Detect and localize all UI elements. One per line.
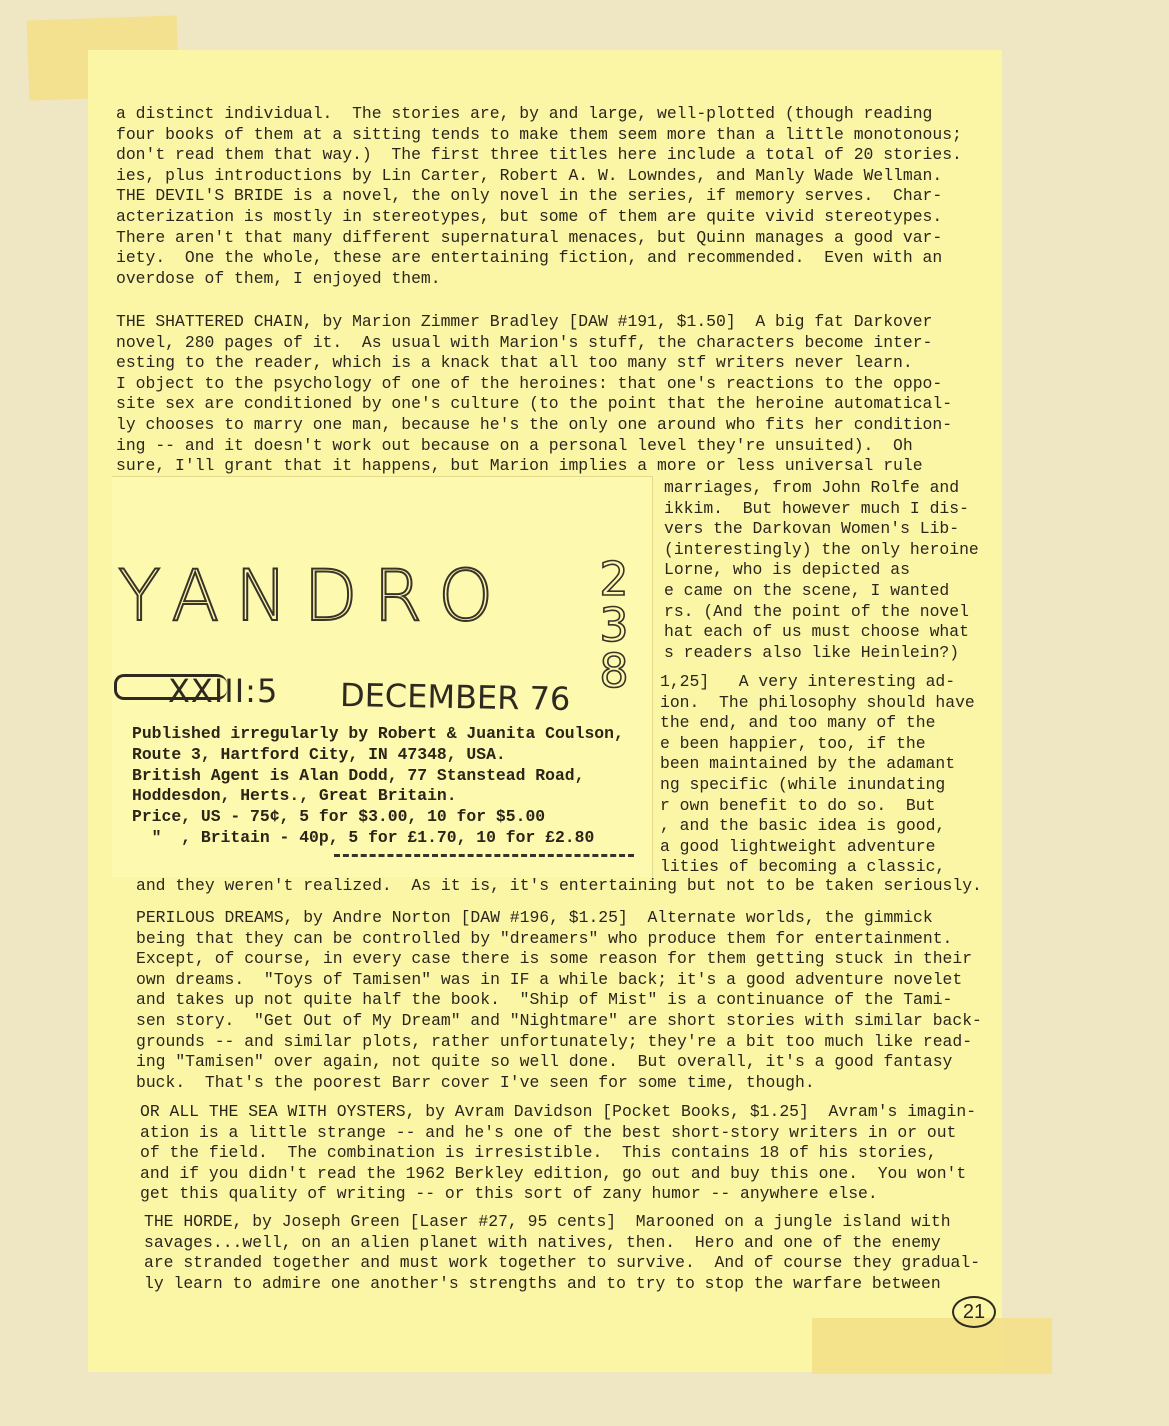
text-line: ing -- and it doesn't work out because on a personal level they're unsuited). Oh (116, 435, 913, 455)
volume-issue: XXIII:5 (168, 672, 279, 710)
issue-date: DECEMBER 76 (339, 675, 571, 719)
text-line: ng specific (while inundating (660, 774, 946, 794)
text-line: There aren't that many different supernatural menaces, but Quinn manages a good var- (116, 227, 943, 247)
issue-number-digits (590, 552, 638, 698)
text-line: esting to the reader, which is a knack that all too many stf writers never learn. (116, 353, 913, 373)
issue-digit: 2 (599, 552, 629, 606)
text-line: acterization is mostly in stereotypes, but some of them are quite vivid stereotypes. (116, 206, 943, 226)
text-line: Route 3, Hartford City, IN 47348, USA. (132, 744, 506, 764)
tape-strip-bottom-right (812, 1318, 1052, 1374)
text-line: site sex are conditioned by one's culture (to the point that the heroine automatical- (116, 394, 953, 414)
text-line: ly learn to admire one another's strengths and to try to stop the warfare between (144, 1273, 941, 1293)
text-line: overdose of them, I enjoyed them. (116, 268, 441, 288)
text-line: Price, US - 75¢, 5 for $3.00, 10 for $5.00 (132, 807, 546, 827)
text-line: being that they can be controlled by "dreamers" who produce them for entertainment. (136, 928, 953, 948)
text-line: rs. (And the point of the novel (664, 601, 969, 621)
perilous-dreams-review (136, 908, 1016, 1093)
text-line: Hoddesdon, Herts., Great Britain. (132, 786, 457, 806)
text-line: , and the basic idea is good, (660, 816, 946, 836)
text-line: are stranded together and must work together to survive. And of course they gradual- (144, 1253, 981, 1273)
text-line: a distinct individual. The stories are, by and large, well-plotted (though reading (116, 104, 933, 123)
text-line: of the field. The combination is irresistible. This contains 18 of his stories, (140, 1143, 937, 1163)
text-line: hat each of us must choose what (664, 622, 969, 642)
text-line: ly chooses to marry one man, because he's the only one around who fits her condition- (116, 414, 953, 434)
text-line: four books of them at a sitting tends to make them seem more than a little monotonous; (116, 124, 962, 144)
second-review-closing (136, 876, 1016, 897)
text-line: ation is a little strange -- and he's one of the best short-story writers in or out (140, 1122, 957, 1142)
all-the-sea-review (140, 1102, 1020, 1205)
page-number: 21 (952, 1296, 996, 1328)
shattered-chain-review-continued (664, 478, 1004, 663)
text-line: lities of becoming a classic, (660, 857, 946, 877)
text-line: a good lightweight adventure (660, 836, 936, 856)
text-line: OR ALL THE SEA WITH OYSTERS, by Avram Davidson [Pocket Books, $1.25] Avram's imagin- (140, 1102, 977, 1121)
text-line: don't read them that way.) The first three titles here include a total of 20 stories. (116, 145, 962, 165)
text-line: THE SHATTERED CHAIN, by Marion Zimmer Bradley [DAW #191, $1.50] A big fat Darkover (116, 312, 933, 331)
text-line: and they weren't realized. As it is, it's entertaining but not to be taken seriously. (136, 876, 982, 895)
shattered-chain-review (116, 312, 996, 477)
text-line: get this quality of writing -- or this sort of zany humor -- anywhere else. (140, 1184, 878, 1204)
text-line: Lorne, who is depicted as (664, 560, 910, 580)
yandro-masthead: YANDRO (118, 555, 510, 637)
text-line: ion. The philosophy should have (660, 692, 975, 712)
issue-digit: 3 (599, 598, 629, 652)
text-line: Published irregularly by Robert & Juanita Coulson, (132, 724, 624, 743)
text-line: sure, I'll grant that it happens, but Marion implies a more or less universal rule (116, 456, 923, 476)
text-line: (interestingly) the only heroine (664, 539, 979, 559)
text-line: savages...well, on an alien planet with natives, then. Hero and one of the enemy (144, 1232, 941, 1252)
dashed-divider (334, 854, 634, 857)
text-line: I object to the psychology of one of the heroines: that one's reactions to the oppo- (116, 373, 943, 393)
text-line: been maintained by the adamant (660, 754, 956, 774)
text-line: British Agent is Alan Dodd, 77 Stanstead Road, (132, 765, 585, 785)
publisher-info (132, 724, 652, 849)
text-line: the end, and too many of the (660, 713, 936, 733)
text-line: 1,25] A very interesting ad- (660, 672, 956, 691)
issue-digit: 8 (599, 644, 629, 698)
text-line: ikkim. But however much I dis- (664, 498, 969, 518)
text-line: e been happier, too, if the (660, 733, 926, 753)
text-line: marriages, from John Rolfe and (664, 478, 960, 497)
text-line: Except, of course, in every case there is some reason for them getting stuck in their (136, 949, 973, 969)
text-line: ies, plus introductions by Lin Carter, Robert A. W. Lowndes, and Manly Wade Wellman. (116, 165, 943, 185)
intro-paragraph (116, 104, 996, 289)
text-line: r own benefit to do so. But (660, 795, 936, 815)
text-line: THE DEVIL'S BRIDE is a novel, the only novel in the series, if memory serves. Char- (116, 186, 943, 206)
text-line: e came on the scene, I wanted (664, 580, 950, 600)
text-line: own dreams. "Toys of Tamisen" was in IF a while back; it's a good adventure novelet (136, 969, 963, 989)
text-line: sen story. "Get Out of My Dream" and "Nightmare" are short stories with similar back- (136, 1010, 982, 1030)
text-line: and takes up not quite half the book. "Ship of Mist" is a continuance of the Tami- (136, 990, 953, 1010)
second-review-continued (660, 672, 1000, 878)
text-line: PERILOUS DREAMS, by Andre Norton [DAW #196, $1.25] Alternate worlds, the gimmick (136, 908, 933, 927)
text-line: vers the Darkovan Women's Lib- (664, 519, 960, 539)
text-line: novel, 280 pages of it. As usual with Marion's stuff, the characters become inter- (116, 332, 933, 352)
text-line: s readers also like Heinlein?) (664, 642, 960, 662)
text-line: and if you didn't read the 1962 Berkley edition, go out and buy this one. You won't (140, 1163, 967, 1183)
text-line: " , Britain - 40p, 5 for £1.70, 10 for £2.80 (132, 827, 595, 847)
text-line: THE HORDE, by Joseph Green [Laser #27, 95 cents] Marooned on a jungle island with (144, 1212, 951, 1231)
text-line: grounds -- and similar plots, rather unfortunately; they're a bit too much like read- (136, 1031, 973, 1051)
the-horde-review (144, 1212, 1024, 1294)
text-line: buck. That's the poorest Barr cover I've seen for some time, though. (136, 1072, 815, 1092)
text-line: ing "Tamisen" over again, not quite so well done. But overall, it's a good fantasy (136, 1052, 953, 1072)
text-line: iety. One the whole, these are entertaining fiction, and recommended. Even with an (116, 248, 943, 268)
